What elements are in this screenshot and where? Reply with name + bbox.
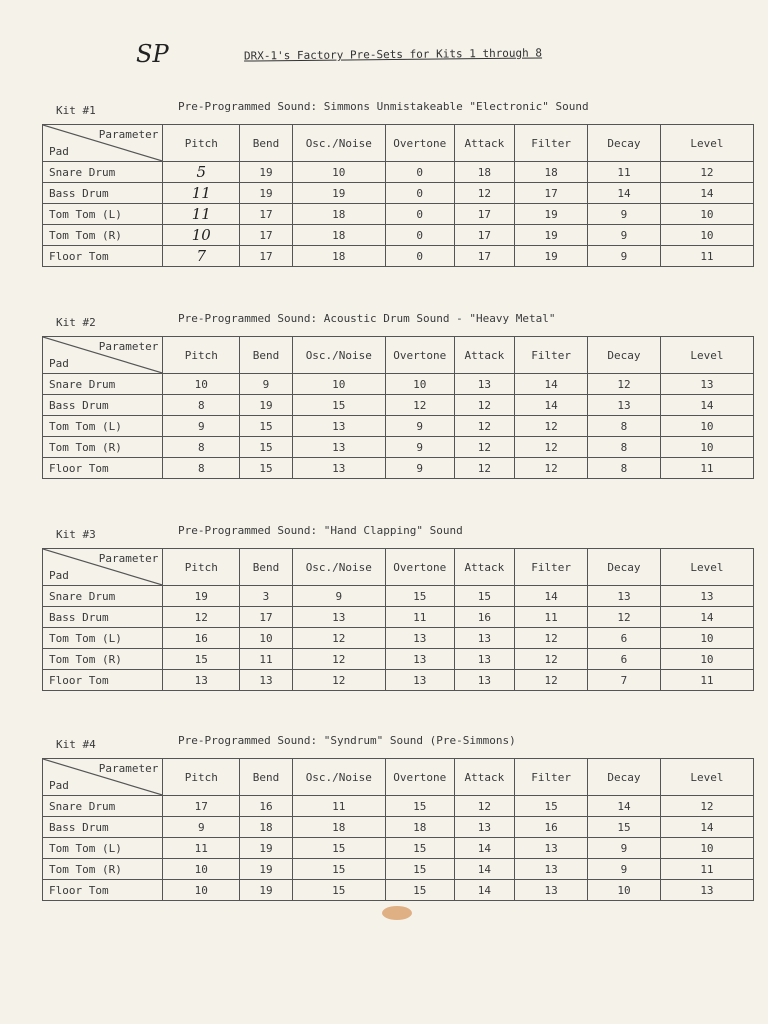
attack-cell: 13 — [454, 649, 515, 670]
table-row — [43, 838, 754, 859]
bend-cell: 18 — [240, 817, 293, 838]
filter-cell: 14 — [515, 374, 588, 395]
pitch-cell: 15 — [163, 649, 240, 670]
kit-header — [42, 100, 754, 124]
attack-cell: 12 — [454, 796, 515, 817]
col-attack: Attack — [454, 125, 515, 162]
pad-name-cell: Bass Drum — [43, 395, 163, 416]
bend-cell: 15 — [240, 416, 293, 437]
kit-label: Kit #1 — [56, 104, 96, 117]
table-row — [43, 607, 754, 628]
bend-cell: 17 — [240, 204, 293, 225]
level-cell: 11 — [660, 246, 753, 267]
osc-noise-cell: 13 — [292, 458, 385, 479]
table-row — [43, 586, 754, 607]
osc-noise-cell: 19 — [292, 183, 385, 204]
pad-name-cell: Tom Tom (R) — [43, 225, 163, 246]
table-row — [43, 796, 754, 817]
level-cell: 13 — [660, 880, 753, 901]
parameter-pad-corner — [43, 759, 163, 796]
level-cell: 10 — [660, 416, 753, 437]
pitch-cell: 9 — [163, 817, 240, 838]
pad-name-cell: Snare Drum — [43, 374, 163, 395]
pitch-cell: 8 — [163, 437, 240, 458]
col-osc-noise: Osc./Noise — [292, 337, 385, 374]
osc-noise-cell: 13 — [292, 416, 385, 437]
parameter-label: Parameter — [98, 552, 159, 565]
bend-cell: 17 — [240, 607, 293, 628]
overtone-cell: 15 — [385, 880, 454, 901]
col-pitch: Pitch — [163, 337, 240, 374]
pad-name-cell: Floor Tom — [43, 458, 163, 479]
table-row — [43, 437, 754, 458]
pad-name-cell: Snare Drum — [43, 162, 163, 183]
pad-name-cell: Tom Tom (R) — [43, 437, 163, 458]
filter-cell: 14 — [515, 395, 588, 416]
kit-header — [42, 734, 754, 758]
col-bend: Bend — [240, 759, 293, 796]
bend-cell: 19 — [240, 838, 293, 859]
decay-cell: 9 — [588, 859, 661, 880]
filter-cell: 12 — [515, 628, 588, 649]
pad-label: Pad — [49, 569, 69, 582]
bend-cell: 3 — [240, 586, 293, 607]
kit-label: Kit #2 — [56, 316, 96, 329]
col-decay: Decay — [588, 759, 661, 796]
preset-table — [42, 548, 754, 691]
pad-label: Pad — [49, 357, 69, 370]
overtone-cell: 13 — [385, 670, 454, 691]
bend-cell: 19 — [240, 880, 293, 901]
preset-table — [42, 124, 754, 267]
parameter-label: Parameter — [98, 128, 159, 141]
osc-noise-cell: 12 — [292, 628, 385, 649]
pitch-cell: 19 — [163, 586, 240, 607]
attack-cell: 17 — [454, 225, 515, 246]
bend-cell: 19 — [240, 395, 293, 416]
level-cell: 14 — [660, 183, 753, 204]
osc-noise-cell: 11 — [292, 796, 385, 817]
col-level: Level — [660, 125, 753, 162]
table-header-row — [43, 759, 754, 796]
page-title: DRX-1's Factory Pre-Sets for Kits 1 through 8 — [243, 46, 543, 63]
pitch-cell: 10 — [163, 880, 240, 901]
filter-cell: 12 — [515, 416, 588, 437]
decay-cell: 11 — [588, 162, 661, 183]
pitch-cell: 5 — [163, 162, 240, 183]
col-attack: Attack — [454, 549, 515, 586]
filter-cell: 15 — [515, 796, 588, 817]
overtone-cell: 11 — [385, 607, 454, 628]
decay-cell: 8 — [588, 416, 661, 437]
table-row — [43, 458, 754, 479]
bend-cell: 15 — [240, 458, 293, 479]
table-row — [43, 628, 754, 649]
filter-cell: 11 — [515, 607, 588, 628]
overtone-cell: 9 — [385, 416, 454, 437]
filter-cell: 12 — [515, 458, 588, 479]
osc-noise-cell: 13 — [292, 607, 385, 628]
decay-cell: 10 — [588, 880, 661, 901]
attack-cell: 14 — [454, 859, 515, 880]
pad-label: Pad — [49, 779, 69, 792]
level-cell: 14 — [660, 395, 753, 416]
bend-cell: 19 — [240, 162, 293, 183]
overtone-cell: 13 — [385, 628, 454, 649]
bend-cell: 19 — [240, 183, 293, 204]
overtone-cell: 15 — [385, 796, 454, 817]
preset-table — [42, 336, 754, 479]
osc-noise-cell: 15 — [292, 838, 385, 859]
overtone-cell: 0 — [385, 204, 454, 225]
handwritten-initials: SP — [136, 40, 169, 68]
overtone-cell: 10 — [385, 374, 454, 395]
parameter-pad-corner — [43, 549, 163, 586]
col-osc-noise: Osc./Noise — [292, 759, 385, 796]
pad-name-cell: Tom Tom (R) — [43, 649, 163, 670]
col-attack: Attack — [454, 759, 515, 796]
table-header-row — [43, 125, 754, 162]
level-cell: 10 — [660, 204, 753, 225]
overtone-cell: 9 — [385, 437, 454, 458]
kit-sound-description: Pre-Programmed Sound: Simmons Unmistakeable "Electronic" Sound — [178, 100, 589, 113]
osc-noise-cell: 10 — [292, 374, 385, 395]
osc-noise-cell: 13 — [292, 437, 385, 458]
table-row — [43, 162, 754, 183]
decay-cell: 13 — [588, 586, 661, 607]
decay-cell: 8 — [588, 458, 661, 479]
pitch-cell: 7 — [163, 246, 240, 267]
level-cell: 12 — [660, 162, 753, 183]
pitch-cell: 11 — [163, 204, 240, 225]
decay-cell: 14 — [588, 183, 661, 204]
osc-noise-cell: 18 — [292, 817, 385, 838]
decay-cell: 12 — [588, 607, 661, 628]
bend-cell: 13 — [240, 670, 293, 691]
pad-name-cell: Bass Drum — [43, 817, 163, 838]
pitch-cell: 17 — [163, 796, 240, 817]
table-row — [43, 225, 754, 246]
kit-section-4 — [42, 734, 754, 901]
osc-noise-cell: 9 — [292, 586, 385, 607]
attack-cell: 12 — [454, 416, 515, 437]
bend-cell: 10 — [240, 628, 293, 649]
bend-cell: 11 — [240, 649, 293, 670]
col-osc-noise: Osc./Noise — [292, 125, 385, 162]
pitch-cell: 9 — [163, 416, 240, 437]
kit-label: Kit #3 — [56, 528, 96, 541]
kit-section-3 — [42, 524, 754, 691]
table-header-row — [43, 549, 754, 586]
filter-cell: 12 — [515, 437, 588, 458]
attack-cell: 12 — [454, 437, 515, 458]
col-filter: Filter — [515, 125, 588, 162]
overtone-cell: 9 — [385, 458, 454, 479]
overtone-cell: 12 — [385, 395, 454, 416]
pad-name-cell: Tom Tom (L) — [43, 838, 163, 859]
osc-noise-cell: 15 — [292, 880, 385, 901]
filter-cell: 17 — [515, 183, 588, 204]
pitch-cell: 8 — [163, 458, 240, 479]
attack-cell: 14 — [454, 838, 515, 859]
pad-name-cell: Tom Tom (L) — [43, 628, 163, 649]
osc-noise-cell: 18 — [292, 225, 385, 246]
col-decay: Decay — [588, 125, 661, 162]
col-pitch: Pitch — [163, 125, 240, 162]
filter-cell: 16 — [515, 817, 588, 838]
kit-section-2 — [42, 312, 754, 479]
attack-cell: 18 — [454, 162, 515, 183]
osc-noise-cell: 18 — [292, 204, 385, 225]
decay-cell: 14 — [588, 796, 661, 817]
col-level: Level — [660, 337, 753, 374]
col-overtone: Overtone — [385, 337, 454, 374]
table-row — [43, 880, 754, 901]
pad-name-cell: Floor Tom — [43, 246, 163, 267]
filter-cell: 19 — [515, 246, 588, 267]
col-bend: Bend — [240, 549, 293, 586]
filter-cell: 19 — [515, 225, 588, 246]
col-overtone: Overtone — [385, 549, 454, 586]
table-row — [43, 395, 754, 416]
filter-cell: 13 — [515, 859, 588, 880]
filter-cell: 13 — [515, 838, 588, 859]
level-cell: 14 — [660, 817, 753, 838]
table-header-row — [43, 337, 754, 374]
table-row — [43, 859, 754, 880]
attack-cell: 13 — [454, 374, 515, 395]
pad-name-cell: Bass Drum — [43, 607, 163, 628]
attack-cell: 14 — [454, 880, 515, 901]
level-cell: 14 — [660, 607, 753, 628]
pitch-cell: 12 — [163, 607, 240, 628]
level-cell: 13 — [660, 586, 753, 607]
paper-stain — [382, 906, 412, 920]
pitch-cell: 13 — [163, 670, 240, 691]
overtone-cell: 0 — [385, 246, 454, 267]
osc-noise-cell: 12 — [292, 670, 385, 691]
attack-cell: 15 — [454, 586, 515, 607]
attack-cell: 17 — [454, 204, 515, 225]
osc-noise-cell: 15 — [292, 395, 385, 416]
attack-cell: 12 — [454, 458, 515, 479]
col-level: Level — [660, 549, 753, 586]
pad-name-cell: Bass Drum — [43, 183, 163, 204]
kit-label: Kit #4 — [56, 738, 96, 751]
pitch-cell: 16 — [163, 628, 240, 649]
table-row — [43, 374, 754, 395]
pad-name-cell: Floor Tom — [43, 670, 163, 691]
overtone-cell: 15 — [385, 838, 454, 859]
filter-cell: 19 — [515, 204, 588, 225]
kit-header — [42, 312, 754, 336]
osc-noise-cell: 18 — [292, 246, 385, 267]
overtone-cell: 18 — [385, 817, 454, 838]
attack-cell: 12 — [454, 395, 515, 416]
kit-sound-description: Pre-Programmed Sound: Acoustic Drum Sound - "Heavy Metal" — [178, 312, 556, 325]
pitch-cell: 10 — [163, 374, 240, 395]
col-filter: Filter — [515, 549, 588, 586]
decay-cell: 6 — [588, 649, 661, 670]
pad-name-cell: Snare Drum — [43, 586, 163, 607]
filter-cell: 14 — [515, 586, 588, 607]
attack-cell: 17 — [454, 246, 515, 267]
col-filter: Filter — [515, 337, 588, 374]
decay-cell: 7 — [588, 670, 661, 691]
parameter-pad-corner — [43, 125, 163, 162]
pitch-cell: 10 — [163, 225, 240, 246]
osc-noise-cell: 12 — [292, 649, 385, 670]
bend-cell: 17 — [240, 225, 293, 246]
table-row — [43, 649, 754, 670]
bend-cell: 9 — [240, 374, 293, 395]
decay-cell: 9 — [588, 246, 661, 267]
table-row — [43, 204, 754, 225]
level-cell: 10 — [660, 649, 753, 670]
filter-cell: 18 — [515, 162, 588, 183]
col-pitch: Pitch — [163, 549, 240, 586]
col-level: Level — [660, 759, 753, 796]
osc-noise-cell: 10 — [292, 162, 385, 183]
decay-cell: 13 — [588, 395, 661, 416]
parameter-label: Parameter — [98, 340, 159, 353]
attack-cell: 12 — [454, 183, 515, 204]
pad-name-cell: Floor Tom — [43, 880, 163, 901]
col-bend: Bend — [240, 125, 293, 162]
col-decay: Decay — [588, 337, 661, 374]
col-filter: Filter — [515, 759, 588, 796]
table-row — [43, 416, 754, 437]
attack-cell: 13 — [454, 670, 515, 691]
col-overtone: Overtone — [385, 125, 454, 162]
kit-section-1 — [42, 100, 754, 267]
overtone-cell: 0 — [385, 162, 454, 183]
preset-table — [42, 758, 754, 901]
parameter-pad-corner — [43, 337, 163, 374]
decay-cell: 9 — [588, 838, 661, 859]
table-row — [43, 670, 754, 691]
kit-sound-description: Pre-Programmed Sound: "Syndrum" Sound (Pre-Simmons) — [178, 734, 516, 747]
level-cell: 10 — [660, 437, 753, 458]
bend-cell: 15 — [240, 437, 293, 458]
table-row — [43, 817, 754, 838]
col-attack: Attack — [454, 337, 515, 374]
decay-cell: 12 — [588, 374, 661, 395]
osc-noise-cell: 15 — [292, 859, 385, 880]
overtone-cell: 0 — [385, 225, 454, 246]
pitch-cell: 8 — [163, 395, 240, 416]
pad-name-cell: Tom Tom (L) — [43, 204, 163, 225]
col-bend: Bend — [240, 337, 293, 374]
pad-name-cell: Tom Tom (R) — [43, 859, 163, 880]
bend-cell: 16 — [240, 796, 293, 817]
level-cell: 11 — [660, 859, 753, 880]
overtone-cell: 15 — [385, 586, 454, 607]
pitch-cell: 11 — [163, 183, 240, 204]
col-osc-noise: Osc./Noise — [292, 549, 385, 586]
level-cell: 10 — [660, 225, 753, 246]
pitch-cell: 11 — [163, 838, 240, 859]
kit-header — [42, 524, 754, 548]
col-pitch: Pitch — [163, 759, 240, 796]
overtone-cell: 15 — [385, 859, 454, 880]
filter-cell: 12 — [515, 670, 588, 691]
kit-sound-description: Pre-Programmed Sound: "Hand Clapping" Sound — [178, 524, 463, 537]
table-row — [43, 246, 754, 267]
overtone-cell: 0 — [385, 183, 454, 204]
attack-cell: 13 — [454, 628, 515, 649]
col-overtone: Overtone — [385, 759, 454, 796]
bend-cell: 17 — [240, 246, 293, 267]
decay-cell: 9 — [588, 225, 661, 246]
attack-cell: 13 — [454, 817, 515, 838]
pad-label: Pad — [49, 145, 69, 158]
table-row — [43, 183, 754, 204]
level-cell: 10 — [660, 628, 753, 649]
pad-name-cell: Tom Tom (L) — [43, 416, 163, 437]
decay-cell: 15 — [588, 817, 661, 838]
level-cell: 11 — [660, 670, 753, 691]
pad-name-cell: Snare Drum — [43, 796, 163, 817]
decay-cell: 9 — [588, 204, 661, 225]
level-cell: 10 — [660, 838, 753, 859]
level-cell: 13 — [660, 374, 753, 395]
bend-cell: 19 — [240, 859, 293, 880]
filter-cell: 12 — [515, 649, 588, 670]
parameter-label: Parameter — [98, 762, 159, 775]
pitch-cell: 10 — [163, 859, 240, 880]
filter-cell: 13 — [515, 880, 588, 901]
decay-cell: 8 — [588, 437, 661, 458]
overtone-cell: 13 — [385, 649, 454, 670]
attack-cell: 16 — [454, 607, 515, 628]
level-cell: 11 — [660, 458, 753, 479]
col-decay: Decay — [588, 549, 661, 586]
decay-cell: 6 — [588, 628, 661, 649]
level-cell: 12 — [660, 796, 753, 817]
